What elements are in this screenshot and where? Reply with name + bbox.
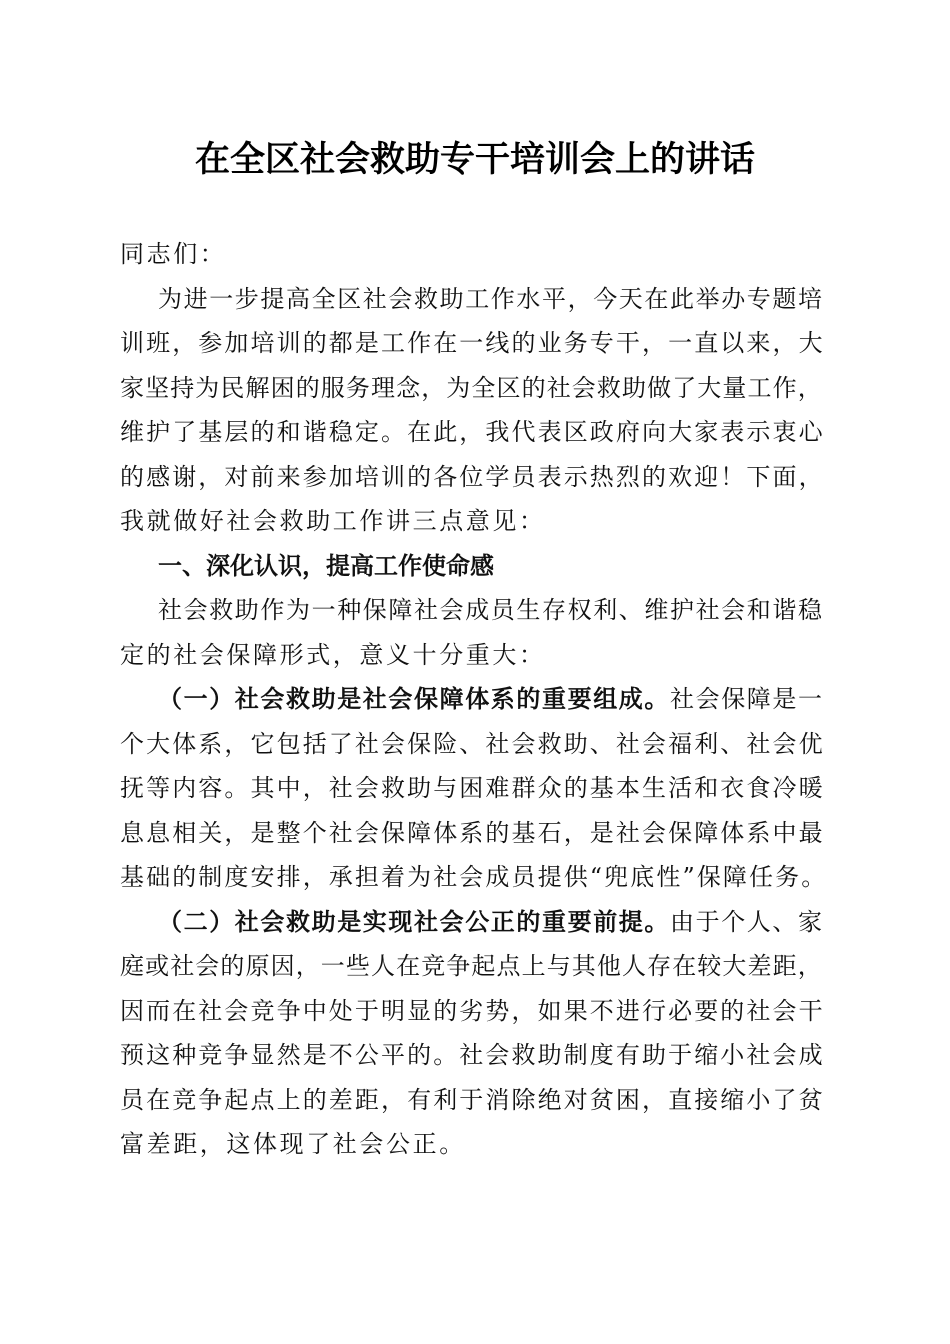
section1-line: 定的社会保障形式，意义十分重大： [120,640,546,669]
section1-paragraph [120,588,835,677]
point1-first-line [120,677,835,722]
point2-line: 庭或社会的原因，一些人在竞争起点上与其他人存在较大差距， [120,952,823,980]
intro-paragraph [120,277,835,544]
point1-heading: （一）社会救助是社会保障体系的重要组成。 [158,684,670,713]
point1-first-rest: 社会保障是一 [670,685,824,713]
salutation: 同志们： [120,240,227,268]
point2-paragraph [120,900,835,1167]
point1-line: 个大体系，它包括了社会保险、社会救助、社会福利、社会优 [120,729,825,758]
intro-line: 的感谢，对前来参加培训的各位学员表示热烈的欢迎！下面， [120,462,825,491]
point2-heading: （二）社会救助是实现社会公正的重要前提。 [158,906,670,936]
intro-line: 家坚持为民解困的服务理念，为全区的社会救助做了大量工作， [120,373,823,402]
point2-line: 员在竞争起点上的差距，有利于消除绝对贫困，直接缩小了贫 [120,1085,825,1114]
point1-line: 息息相关，是整个社会保障体系的基石，是社会保障体系中最 [120,818,825,847]
point2-line: 预这种竞争显然是不公平的。社会救助制度有助于缩小社会成 [120,1041,825,1069]
document-title: 在全区社会救助专干培训会上的讲话 [194,140,755,180]
point2-line: 因而在社会竞争中处于明显的劣势，如果不进行必要的社会干 [120,996,825,1025]
intro-line: 为进一步提高全区社会救助工作水平，今天在此举办专题培 [158,284,824,313]
section1-line: 社会救助作为一种保障社会成员生存权利、维护社会和谐稳 [158,596,824,624]
point1-paragraph [120,677,835,900]
point2-first-line [120,900,835,945]
section-heading-1: 一、深化认识，提高工作使命感 [158,551,494,580]
point1-line: 基础的制度安排，承担着为社会成员提供“兜底性”保障任务。 [120,863,828,891]
intro-line: 维护了基层的和谐稳定。在此，我代表区政府向大家表示衷心 [120,418,825,446]
point2-first-rest: 由于个人、家 [670,907,824,936]
point2-line: 富差距，这体现了社会公正。 [120,1130,466,1158]
intro-line: 训班，参加培训的都是工作在一线的业务专干，一直以来，大 [120,329,825,357]
intro-line: 我就做好社会救助工作讲三点意见： [120,507,546,535]
document-body [120,232,835,1167]
point1-line: 抚等内容。其中，社会救助与困难群众的基本生活和衣食冷暖 [120,774,825,802]
